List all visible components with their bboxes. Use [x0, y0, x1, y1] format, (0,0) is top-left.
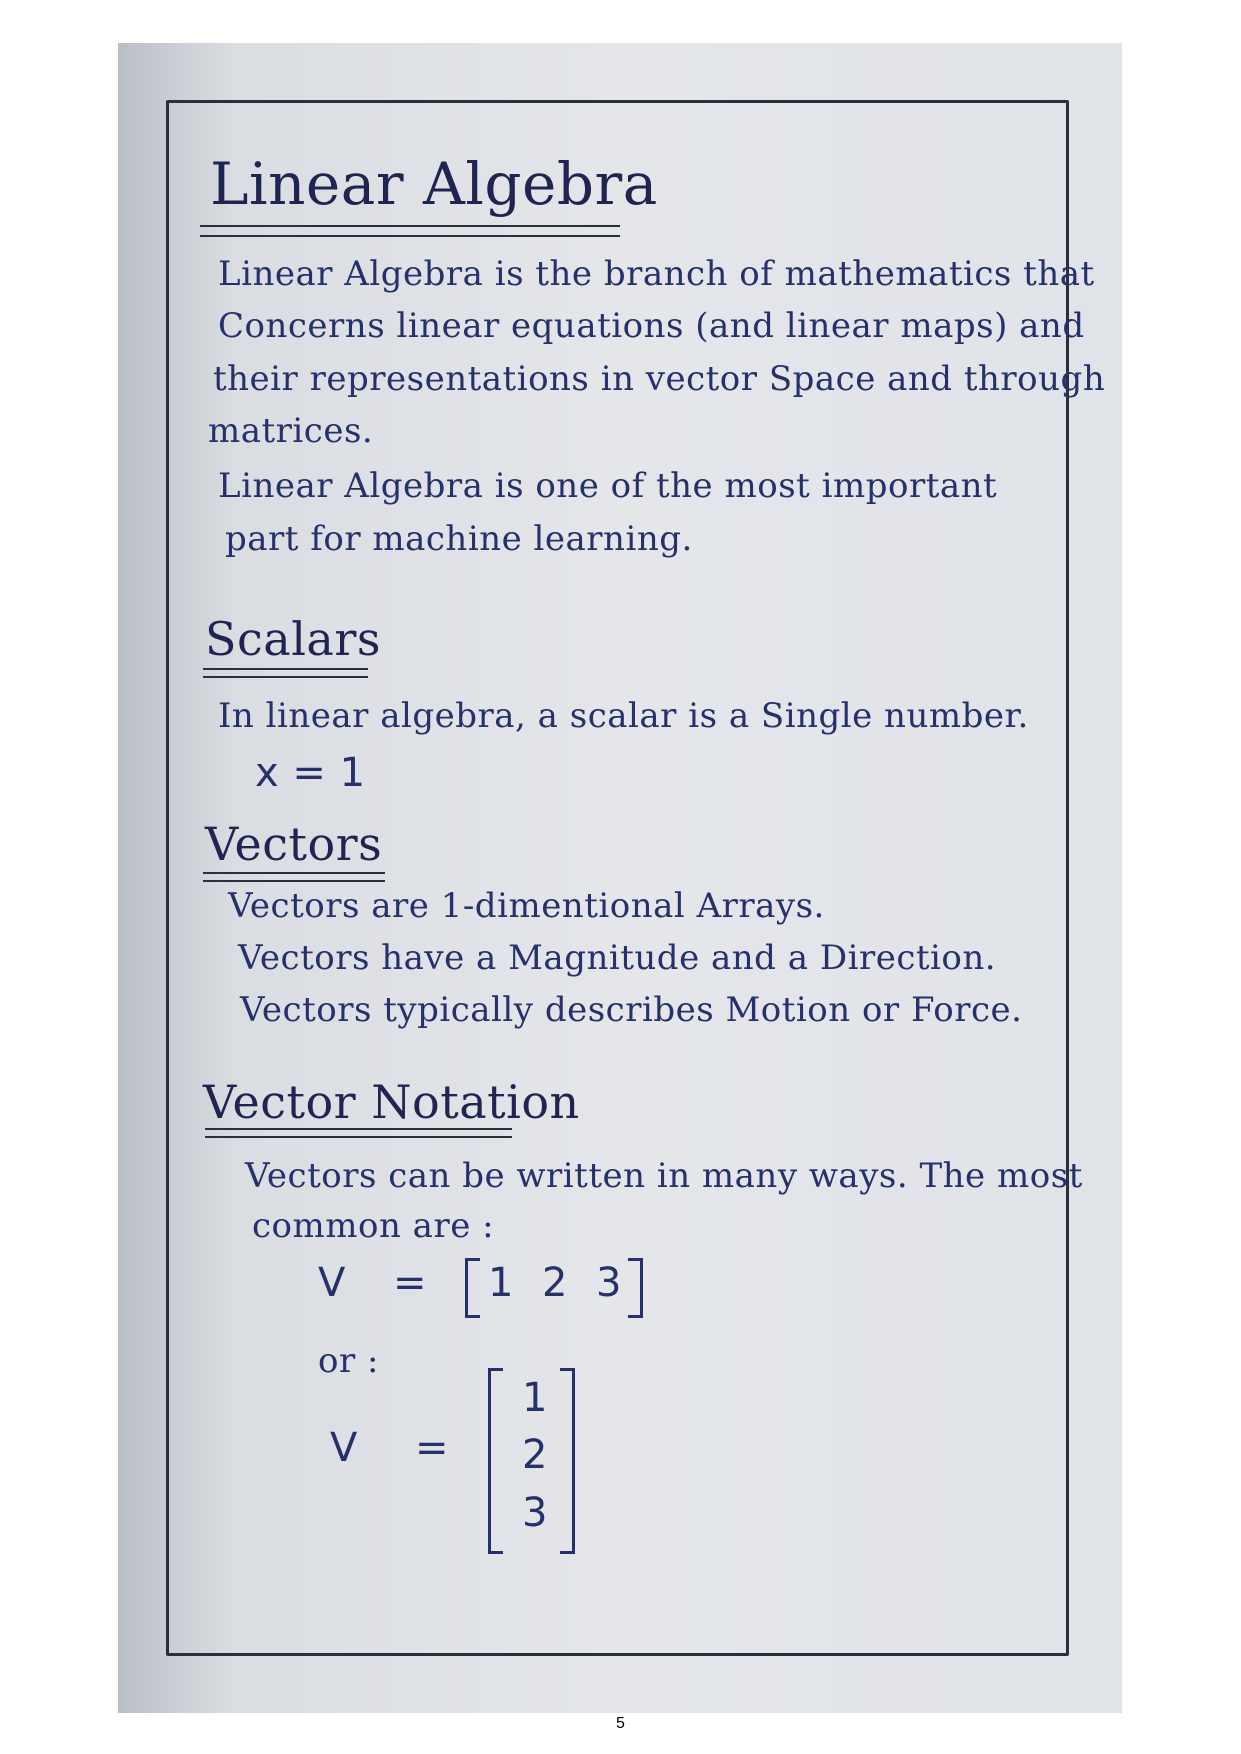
intro-line: Linear Algebra is the branch of mathematics that [218, 254, 1095, 294]
vector-notation-line: Vectors can be written in many ways. The most [245, 1156, 1083, 1196]
column-vector-equals: = [415, 1425, 450, 1471]
row-vector-equals: = [393, 1260, 428, 1306]
column-vector-value: 1 [522, 1375, 548, 1421]
intro-line: their representations in vector Space and through [213, 359, 1106, 399]
title-underline [200, 225, 620, 237]
intro-line: Linear Algebra is one of the most important [218, 466, 998, 506]
row-vector-value: 3 [596, 1260, 622, 1306]
row-vector-value: 1 [488, 1260, 514, 1306]
or-label: or : [318, 1341, 379, 1381]
column-vector-value: 2 [522, 1432, 548, 1478]
scalars-underline [203, 668, 368, 678]
row-vector-right-bracket [628, 1258, 643, 1318]
scalar-example: x = 1 [255, 750, 366, 796]
vector-notation-underline [205, 1128, 512, 1138]
vectors-line: Vectors have a Magnitude and a Direction. [238, 938, 997, 978]
vector-notation-line: common are : [252, 1206, 495, 1246]
section-heading-vector-notation: Vector Notation [203, 1075, 580, 1129]
intro-line: Concerns linear equations (and linear maps) and [218, 306, 1085, 346]
row-vector-lhs: V [318, 1260, 346, 1306]
intro-line: matrices. [208, 411, 374, 451]
page-title: Linear Algebra [210, 150, 658, 218]
section-heading-vectors: Vectors [205, 817, 383, 871]
row-vector-left-bracket [465, 1258, 480, 1318]
vectors-line: Vectors are 1-dimentional Arrays. [228, 886, 825, 926]
column-vector-lhs: V [330, 1425, 358, 1471]
row-vector-value: 2 [542, 1260, 568, 1306]
scalars-text: In linear algebra, a scalar is a Single number. [218, 696, 1029, 736]
page-number: 5 [616, 1715, 625, 1732]
vectors-line: Vectors typically describes Motion or Force. [240, 990, 1023, 1030]
intro-line: part for machine learning. [225, 519, 693, 559]
column-vector-right-bracket [560, 1368, 575, 1554]
section-heading-scalars: Scalars [205, 612, 381, 666]
column-vector-left-bracket [488, 1368, 503, 1554]
column-vector-value: 3 [522, 1490, 548, 1536]
